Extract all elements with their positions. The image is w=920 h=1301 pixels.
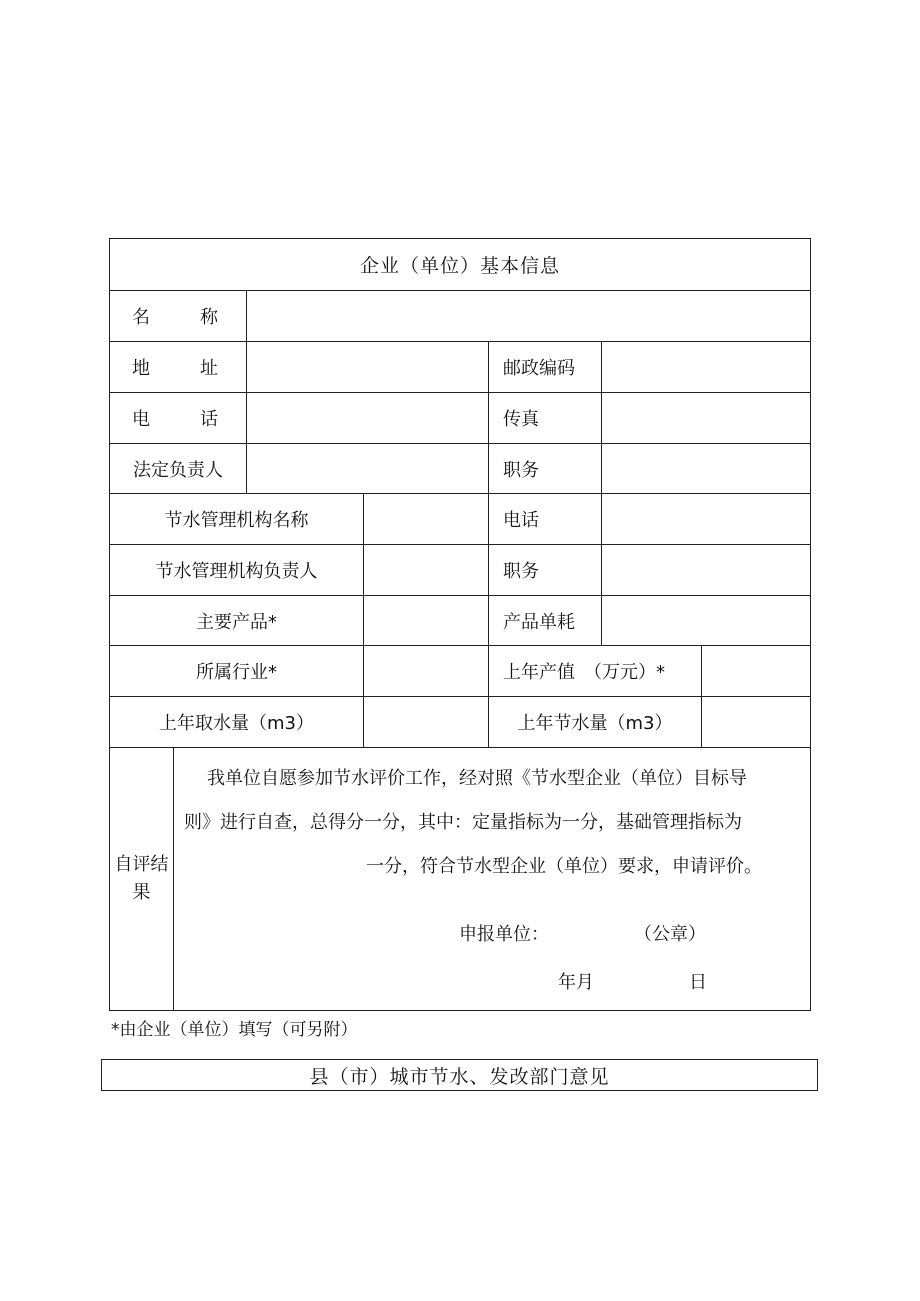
legal-rep-label: 法定负责人 [133, 459, 223, 481]
seal-label: （公章） [634, 924, 706, 945]
address-label-char-2: 址 [200, 358, 218, 379]
water-org-head-row [110, 545, 810, 596]
self-evaluation-content [174, 748, 810, 1010]
name-label [110, 291, 246, 341]
water-org-head-field[interactable] [364, 545, 488, 595]
date-year-month: 年月 [558, 972, 594, 993]
self-evaluation-section [110, 748, 810, 1010]
industry-label: 所属行业* [196, 662, 277, 683]
phone-label-char-1: 电 [132, 409, 150, 430]
address-label-char-1: 地 [132, 358, 150, 379]
applicant-label: 申报单位： [459, 924, 549, 945]
fax-field[interactable] [602, 393, 810, 443]
water-org-head-position-label: 职务 [503, 561, 539, 582]
department-opinion-header [101, 1059, 818, 1091]
footnote: *由企业（单位）填写（可另附） [111, 1020, 358, 1040]
industry-field[interactable] [364, 646, 488, 696]
legal-rep-position-label: 职务 [503, 459, 539, 481]
address-row [110, 342, 810, 393]
legal-rep-field[interactable] [247, 444, 488, 493]
main-products-row [110, 596, 810, 646]
name-field[interactable] [247, 291, 810, 341]
address-label [110, 342, 246, 392]
fax-label: 传真 [503, 409, 539, 430]
self-evaluation-label [110, 748, 173, 1010]
postal-code-field[interactable] [602, 342, 810, 392]
water-org-name-label: 节水管理机构名称 [164, 510, 309, 531]
table-title-row [110, 239, 810, 291]
phone-field[interactable] [247, 393, 488, 443]
unit-consumption-label: 产品单耗 [503, 611, 575, 633]
last-year-output-label: 上年产值 （万元）* [503, 662, 665, 683]
postal-code-label: 邮政编码 [503, 358, 575, 379]
water-quantity-row [110, 697, 810, 748]
water-org-name-row [110, 494, 810, 545]
water-org-head-position-field[interactable] [602, 545, 810, 595]
address-field[interactable] [247, 342, 488, 392]
last-year-water-saved-field[interactable] [702, 697, 810, 747]
date-day: 日 [689, 972, 707, 993]
name-label-char-1: 名 [132, 307, 150, 328]
water-org-phone-label: 电话 [503, 510, 539, 531]
legal-rep-row [110, 444, 810, 494]
department-opinion-title: 县（市）城市节水、发改部门意见 [309, 1065, 610, 1088]
water-org-name-field[interactable] [364, 494, 488, 544]
self-evaluation-label-text: 自评结果 [114, 854, 169, 903]
industry-row [110, 646, 810, 697]
last-year-output-field[interactable] [702, 646, 810, 696]
water-org-head-label: 节水管理机构负责人 [155, 561, 318, 582]
table-title: 企业（单位）基本信息 [359, 255, 560, 277]
self-evaluation-line-1: 我单位自愿参加节水评价工作，经对照《节水型企业（单位）目标导 [207, 768, 747, 789]
water-org-phone-field[interactable] [602, 494, 810, 544]
last-year-water-intake-field[interactable] [364, 697, 488, 747]
main-products-field[interactable] [364, 596, 488, 645]
phone-label-char-2: 话 [200, 409, 218, 430]
legal-rep-position-field[interactable] [602, 444, 810, 493]
self-evaluation-line-2: 则》进行自查，总得分一分，其中：定量指标为一分，基础管理指标为 [184, 812, 742, 833]
enterprise-info-table [109, 238, 811, 1011]
name-row [110, 291, 810, 342]
unit-consumption-field[interactable] [602, 596, 810, 645]
phone-label [110, 393, 246, 443]
phone-row [110, 393, 810, 444]
self-evaluation-line-3: 一分，符合节水型企业（单位）要求，申请评价。 [366, 856, 762, 877]
last-year-water-intake-label: 上年取水量（m3） [159, 713, 314, 734]
name-label-char-2: 称 [200, 307, 218, 328]
main-products-label: 主要产品* [196, 611, 277, 633]
last-year-water-saved-label: 上年节水量（m3） [517, 713, 673, 734]
